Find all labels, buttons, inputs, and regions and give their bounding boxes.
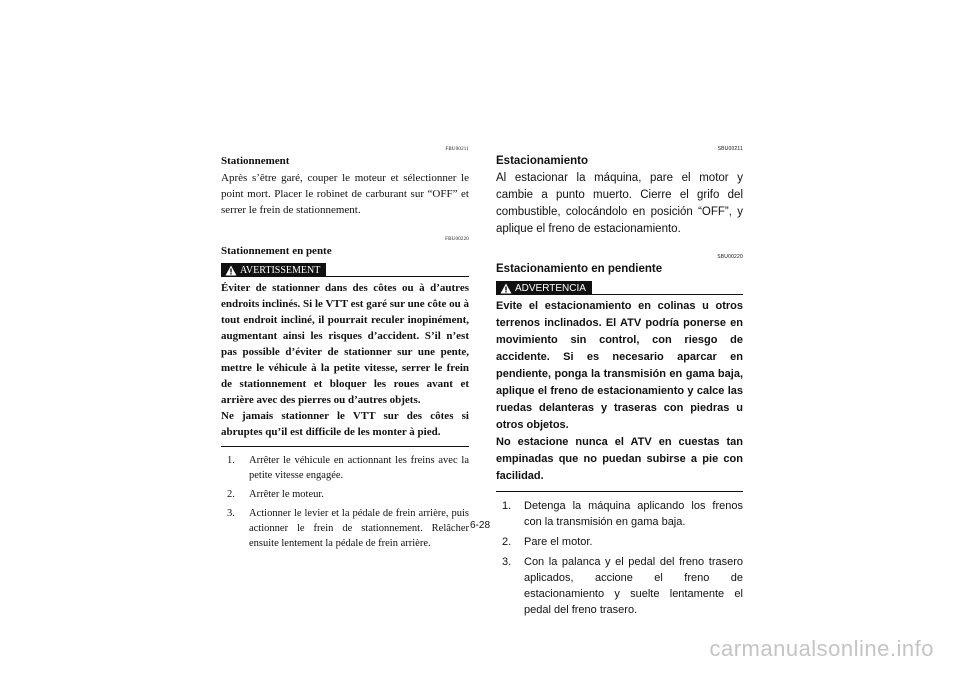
warning-header <box>221 263 469 277</box>
warning-badge <box>496 281 592 295</box>
warning-badge <box>221 263 326 277</box>
section-paragraph: Après s’être garé, couper le moteur et sélectionner le point mort. Placer le robinet de carburant sur “OFF” et serrer le frein de stationnement. <box>221 172 469 216</box>
section-code: FBU00211 <box>445 147 469 152</box>
warning-end-rule <box>221 446 469 447</box>
step-number: 1. <box>502 500 512 512</box>
warning-paragraph: Evite el estacionamiento en colinas u otros terrenos inclinados. El ATV podría ponerse en movimiento sin control, con riesgo de accidente. Si es necesario aparcar en pendiente, ponga la transmisión en gama baja, aplique el freno de estacionamiento y calce las ruedas delanteras y traseras con piedras u otros objetos. <box>496 300 743 431</box>
warning-text <box>221 280 469 440</box>
warning-header <box>496 281 743 295</box>
section-heading: Stationnement <box>221 155 290 167</box>
section-heading: Estacionamiento en pendiente <box>496 263 663 275</box>
spanish-column <box>496 146 743 622</box>
warning-end-rule <box>496 491 743 492</box>
section-code: FBU00220 <box>445 237 469 242</box>
step-text: Detenga la máquina aplicando los frenos con la transmisión en gama baja. <box>524 500 743 528</box>
warning-paragraph: Ne jamais stationner le VTT sur des côtes si abruptes qu’il est difficile de les monter à pied. <box>221 410 469 438</box>
warning-text <box>496 298 743 485</box>
warning-triangle-icon <box>500 283 512 294</box>
watermark: carmanualsonline.info <box>709 636 934 661</box>
step-text: Pare el motor. <box>524 536 593 548</box>
page-number: 6-28 <box>469 520 490 531</box>
list-item <box>221 453 469 483</box>
list-item <box>221 487 469 502</box>
list-item <box>496 534 743 550</box>
warning-rule <box>592 294 743 295</box>
step-text: Con la palanca y el pedal del freno trasero aplicados, accione el freno de estacionamiento y suelte lentamente el pedal del freno trasero. <box>524 556 743 616</box>
section-code: SBU00211 <box>717 146 743 152</box>
step-text: Arrêter le moteur. <box>249 489 324 500</box>
warning-label: AVERTISSEMENT <box>240 264 321 276</box>
french-column <box>221 146 469 555</box>
section-heading: Estacionamiento <box>496 155 589 167</box>
step-number: 3. <box>502 556 512 568</box>
step-number: 2. <box>227 489 235 500</box>
warning-label: ADVERTENCIA <box>515 282 586 294</box>
warning-paragraph: Éviter de stationner dans des côtes ou à d’autres endroits inclinés. Si le VTT est garé sur une côte ou à tout endroit incliné, il pourrait reculer inopinément, augmentant ainsi les risques d’accident. S’il n’est pas possible d’éviter de stationner sur une pente, mettre le véhicule à la petite vitesse, serrer le frein de stationnement et bloquer les roues avant et arrière avec des pierres ou d’autres objets. <box>221 282 469 406</box>
warning-rule <box>326 276 469 277</box>
warning-triangle-icon <box>225 265 237 276</box>
step-number: 1. <box>227 455 235 466</box>
steps-list <box>496 498 743 618</box>
section-heading: Stationnement en pente <box>221 245 332 257</box>
step-text: Actionner le levier et la pédale de frein arrière, puis actionner le frein de stationnement. Relâcher ensuite lentement la pédale de frein arrière. <box>249 508 469 549</box>
warning-paragraph: No estacione nunca el ATV en cuestas tan empinadas que no puedan subirse a pie con facilidad. <box>496 436 743 482</box>
step-number: 2. <box>502 536 512 548</box>
section-code: SBU00220 <box>717 254 743 260</box>
list-item <box>496 554 743 618</box>
steps-list <box>221 453 469 551</box>
section-paragraph: Al estacionar la máquina, pare el motor y cambie a punto muerto. Cierre el grifo del combustible, colocándolo en posición “OFF”, y aplique el freno de estacionamiento. <box>496 172 743 235</box>
step-number: 3. <box>227 508 235 519</box>
step-text: Arrêter le véhicule en actionnant les freins avec la petite vitesse engagée. <box>249 455 469 481</box>
